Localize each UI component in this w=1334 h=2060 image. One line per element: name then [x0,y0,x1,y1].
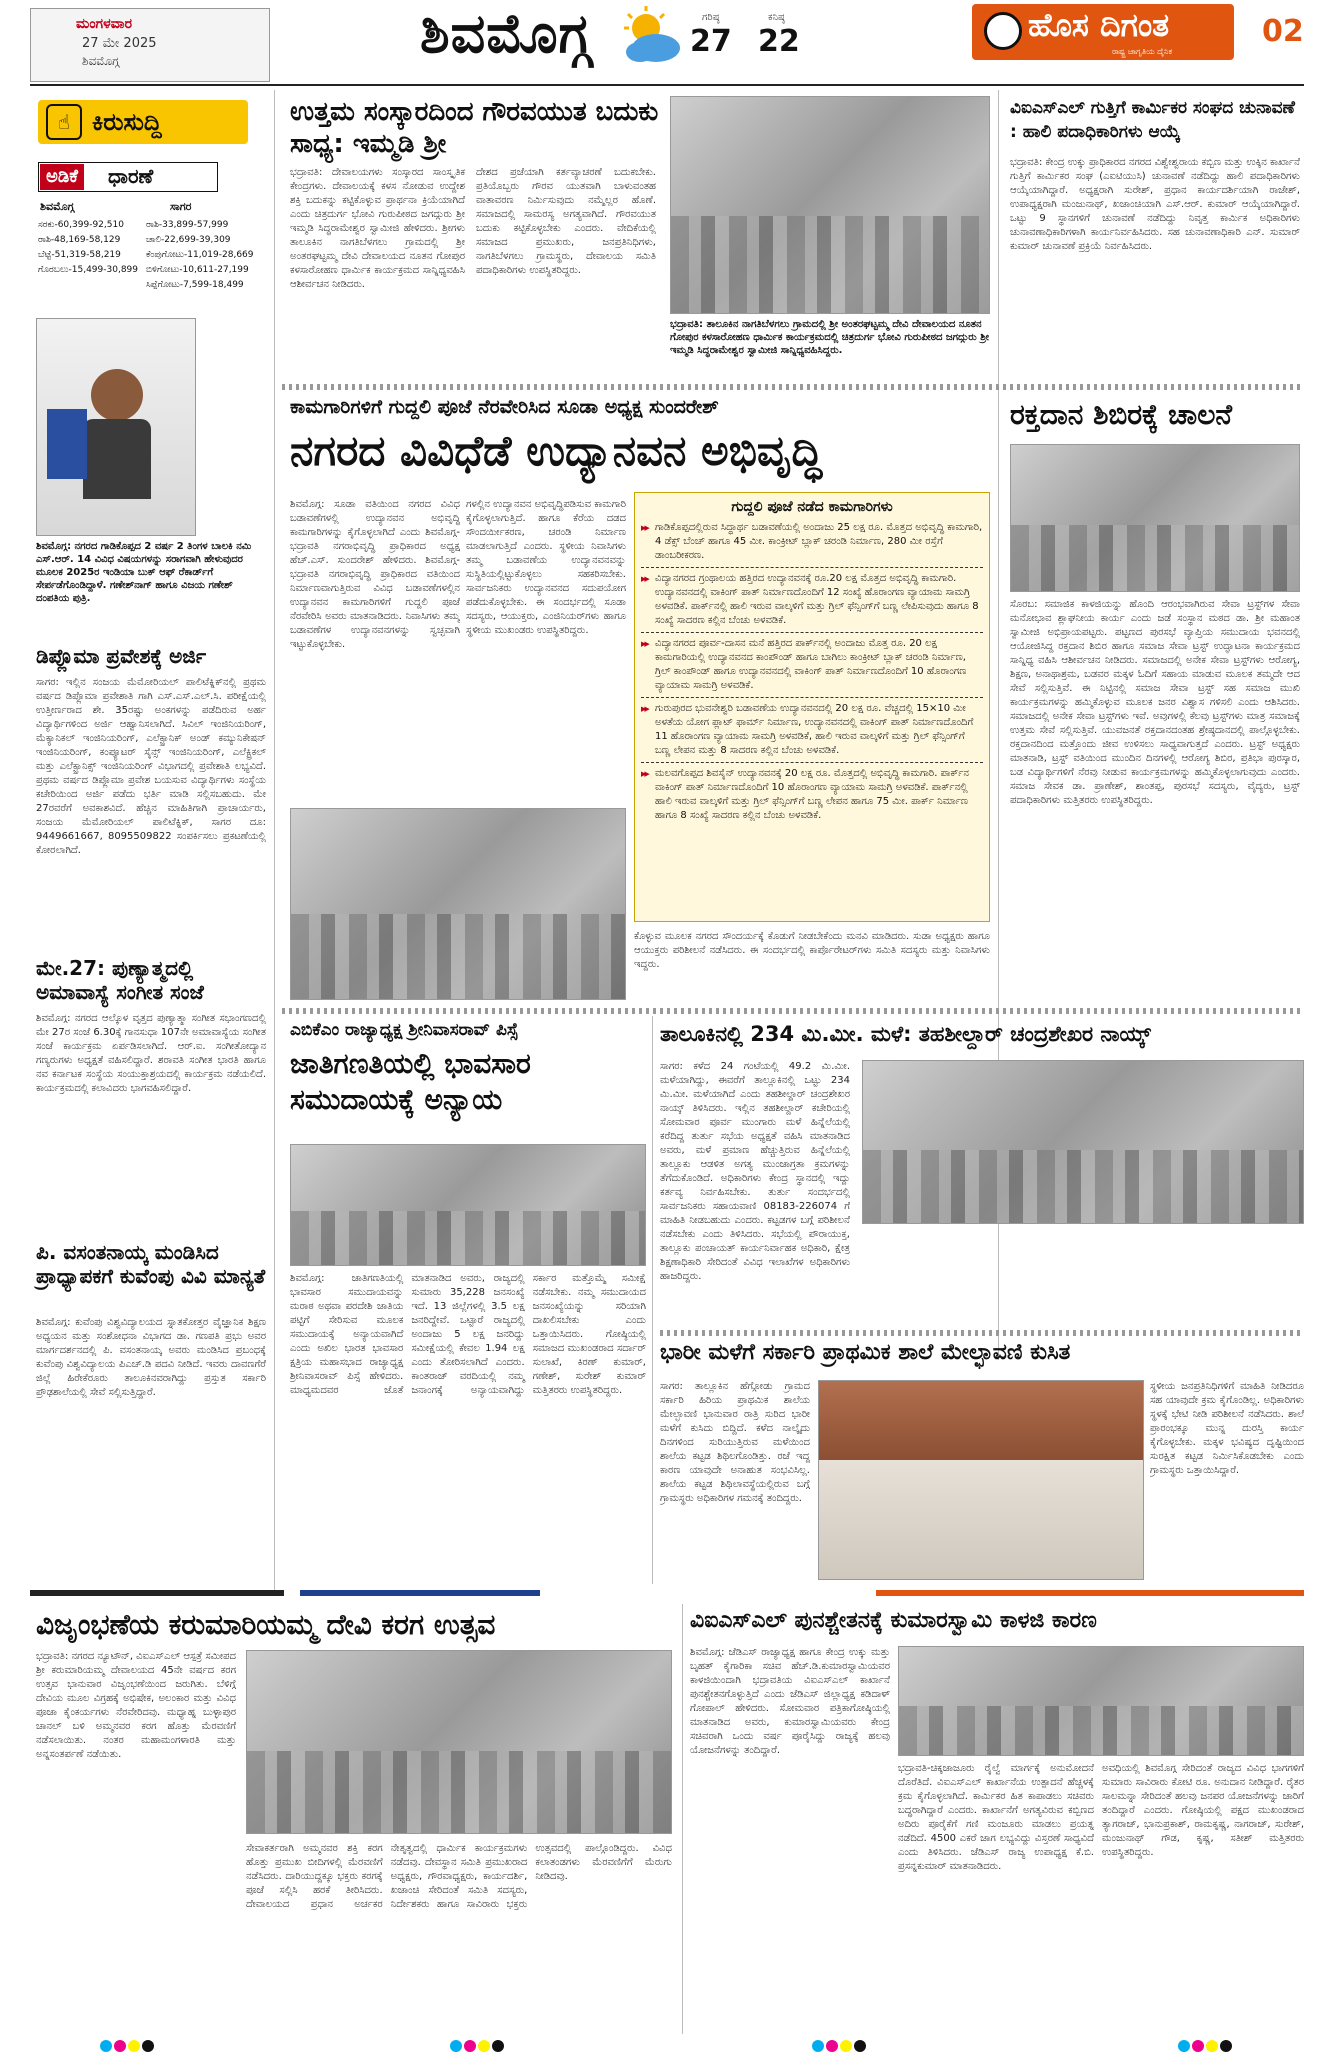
registration-mark [128,2040,140,2052]
registration-mark [464,2040,476,2052]
top-story-photo [670,96,990,314]
karaga-title: ವಿಜೃಂಭಣೆಯ ಕರುಮಾರಿಯಮ್ಮ ದೇವಿ ಕರಗ ಉತ್ಸವ [36,1608,496,1641]
visl-union-title: ವಿಐಎಸ್‌ಎಲ್ ಗುತ್ತಿಗೆ ಕಾರ್ಮಿಕರ ಸಂಘದ ಚುನಾವಣೆ : ಹಾಲಿ ಪದಾಧಿಕಾರಿಗಳು ಆಯ್ಕೆ [1010,98,1295,142]
registration-mark [478,2040,490,2052]
price-row: ರಾಶಿ-48,169-58,129 [38,235,121,245]
price-row: ಸಿಪ್ಪೆಗೋಟು-7,599-18,499 [146,280,244,290]
suda-col2: ಗಳಲ್ಲಿನ ಉದ್ಯಾನವನ ಅಭಿವೃದ್ಧಿಪಡಿಸುವ ಕಾಮಗಾರಿ ಕೈಗೊಳ್ಳಲಾಗುತ್ತಿದೆ. ಹಾಗೂ ಕೆರೆಯ ದಡದ ಸೌಂದರ್ಯೀಕರಣ, ಚರಂಡಿ ನಿರ್ಮಾಣ ಮಾಡಲಾಗುತ್ತಿದೆ ಎಂದರು. ಸ್ಥಳೀಯ ನಿವಾಸಿಗಳು ತಮ್ಮ ಬಡಾವಣೆಯ ಉದ್ಯಾನವನವನ್ನು ಸುಸ್ಥಿತಿಯಲ್ಲಿಟ್ಟುಕೊಳ್ಳಲು ಸಹಕರಿಸಬೇಕು. ಸಾರ್ವಜನಿಕರು ಉದ್ಯಾನವನದ ಸದುಪಯೋಗ ಪಡೆದುಕೊಳ್ಳಬೇಕು. ಈ ಸಂದರ್ಭದಲ್ಲಿ ಸೂಡಾ ಸದಸ್ಯರು, ಆಯುಕ್ತರು, ಎಂಜಿನಿಯರ್‌ಗಳು ಹಾಗೂ ಸ್ಥಳೀಯ ಮುಖಂಡರು ಉಪಸ್ಥಿತರಿದ್ದರು. [466,499,626,636]
price-list-right [146,218,270,293]
weather-min-label: ಕನಿಷ್ಠ [768,12,785,23]
masthead [0,0,1334,86]
visl-union-text: ಭದ್ರಾವತಿ: ಕೇಂದ್ರ ಉಕ್ಕು ಪ್ರಾಧಿಕಾರದ ನಗರದ ವಿಶ್ವೇಶ್ವರಾಯ ಕಬ್ಬಿಣ ಮತ್ತು ಉಕ್ಕಿನ ಕಾರ್ಖಾನೆ ಗುತ್ತಿಗೆ ಕಾರ್ಮಿಕರ ಸಂಘ (ಎಐಟಿಯುಸಿ) ಚುನಾವಣೆ ನಡೆದಿದ್ದು ಹಾಲಿ ಪದಾಧಿಕಾರಿಗಳು ಆಯ್ಕೆಯಾಗಿದ್ದಾರೆ. ಅಧ್ಯಕ್ಷರಾಗಿ ಸುರೇಶ್, ಪ್ರಧಾನ ಕಾರ್ಯದರ್ಶಿಯಾಗಿ ರಾಜೇಶ್, ಉಪಾಧ್ಯಕ್ಷರಾಗಿ ಮಂಜುನಾಥ್, ಖಜಾಂಚಿಯಾಗಿ ಎಸ್.ಆರ್. ಕುಮಾರ್ ಆಯ್ಕೆಯಾಗಿದ್ದಾರೆ. ಒಟ್ಟು 9 ಸ್ಥಾನಗಳಿಗೆ ಚುನಾವಣೆ ನಡೆದಿದ್ದು ನಿವೃತ್ತ ಕಾರ್ಮಿಕ ಅಧಿಕಾರಿಗಳು ಚುನಾವಣಾಧಿಕಾರಿಗಳಾಗಿ ಕಾರ್ಯನಿರ್ವಹಿಸಿದರು. ಸಹ ಚುನಾವಣಾಧಿಕಾರಿ ಎನ್. ಸುಮಾರ್ ಕುಮಾರ್ ಚುನಾವಣೆ ಪ್ರಕ್ರಿಯೆ ನಿರ್ವಹಿಸಿದರು. [1010,157,1300,252]
registration-mark [840,2040,852,2052]
edition-title: ಶಿವಮೊಗ್ಗ [420,2,592,65]
issue-day: ಮಂಗಳವಾರ [76,16,133,32]
section-divider [282,384,1304,390]
adike-label-a: ಅಡಿಕೆ [40,164,84,190]
price-row: ಕೆಂಪುಗೋಟು-11,019-28,669 [146,250,254,260]
suda-works-box [634,492,990,922]
weather-max: 27 [690,24,732,59]
suda-tail: ಕೊಳ್ಳುವ ಮೂಲಕ ನಗರದ ಸೌಂದರ್ಯಕ್ಕೆ ಕೊಡುಗೆ ನೀಡಬೇಕೆಂದು ಮನವಿ ಮಾಡಿದರು. ಸುಡಾ ಅಧ್ಯಕ್ಷರು ಹಾಗೂ ಆಯುಕ್ತರು ಪರಿಶೀಲನೆ ನಡೆಸಿದರು. ಈ ಸಂದರ್ಭದಲ್ಲಿ ಕಾರ್ಪೊರೇಟರ್‌ಗಳು ಸಮಿತಿ ಸದಸ್ಯರು ಮತ್ತು ನಿವಾಸಿಗಳು ಇದ್ದರು. [634,931,990,970]
visl-revival-col1: ಶಿವಮೊಗ್ಗ: ಜೆಡಿಎಸ್ ರಾಜ್ಯಾಧ್ಯಕ್ಷ ಹಾಗೂ ಕೇಂದ್ರ ಉಕ್ಕು ಮತ್ತು ಬೃಹತ್ ಕೈಗಾರಿಕಾ ಸಚಿವ ಹೆಚ್.ಡಿ.ಕುಮಾರಸ್ವಾಮಿಯವರ ಕಾಳಜಿಯಿಂದಾಗಿ ಭದ್ರಾವತಿಯ ವಿಐಎಸ್‌ಎಲ್ ಕಾರ್ಖಾನೆ ಪುನಶ್ಚೇತನಗೊಳ್ಳುತ್ತಿದೆ ಎಂದು ಜೆಡಿಎಸ್ ಜಿಲ್ಲಾಧ್ಯಕ್ಷ ಕಡಿದಾಳ್ ಗೋಪಾಲ್ ಹೇಳಿದರು. ಸೋಮವಾರ ಪತ್ರಿಕಾಗೋಷ್ಠಿಯಲ್ಲಿ ಮಾತನಾಡಿದ ಅವರು, ಕುಮಾರಸ್ವಾಮಿಯವರು ಕೇಂದ್ರ ಸಚಿವರಾಗಿ ಒಂದು ವರ್ಷ ಪೂರೈಸಿದ್ದು ರಾಜ್ಯಕ್ಕೆ ಹಲವು ಯೋಜನೆಗಳನ್ನು ತಂದಿದ್ದಾರೆ. [690,1647,890,1756]
suda-works-title: ಗುದ್ದಲಿ ಪೂಜೆ ನಡೆದ ಕಾಮಗಾರಿಗಳು [731,499,893,515]
column-divider [682,1604,683,2034]
visl-revival-col3: ಅವಧಿಯಲ್ಲಿ ಶಿವಮೊಗ್ಗ ಸೇರಿದಂತೆ ರಾಜ್ಯದ ವಿವಿಧ ಭಾಗಗಳಿಗೆ ಸುಮಾರು ಸಾವಿರಾರು ಕೋಟಿ ರೂ. ಅನುದಾನ ನೀಡಿದ್ದಾರೆ. ರೈತರ ಸಾಲಮನ್ನಾ ಸೇರಿದಂತೆ ಹಲವು ಜನಪರ ಯೋಜನೆಗಳನ್ನು ಜಾರಿಗೆ ತಂದಿದ್ದಾರೆ ಎಂದರು. ಗೋಷ್ಠಿಯಲ್ಲಿ ಪಕ್ಷದ ಮುಖಂಡರಾದ ತ್ಯಾಗರಾಜ್, ಭಾನುಪ್ರಕಾಶ್, ರಾಮಕೃಷ್ಣ, ನಾಗರಾಜ್, ಸುರೇಶ್, ಮಂಜುನಾಥ್ ಗೌಡ, ಕೃಷ್ಣ, ಸತೀಶ್ ಮತ್ತಿತರರು ಉಪಸ್ಥಿತರಿದ್ದರು. [1102,1763,1304,1858]
price-row: ರಾಶಿ-33,899-57,999 [146,220,229,230]
market-sagara: ಸಾಗರ [170,200,192,213]
school-roof-title: ಭಾರೀ ಮಳೆಗೆ ಸರ್ಕಾರಿ ಪ್ರಾಥಮಿಕ ಶಾಲೆ ಮೇಲ್ಛಾವಣಿ ಕುಸಿತ [660,1340,1071,1365]
registration-mark [114,2040,126,2052]
registration-mark [1178,2040,1190,2052]
registration-mark [1220,2040,1232,2052]
suda-work-item: ▶▶ ವಿದ್ಯಾನಗರದ ಪೂರ್ವ-ದಾಸನ ಮನೆ ಹತ್ತಿರದ ಪಾರ್ಕ್‌ನಲ್ಲಿ ಅಂದಾಜು ಮೊತ್ತ ರೂ. 20 ಲಕ್ಷ ಕಾಮಗಾರಿಯಲ್ಲಿ ಉದ್ಯಾನವನದ ಕಾಂಪೌಂಡ್ ಹಾಗೂ ಬಾಗಿಲು ಕಾಂಕ್ರೀಟ್ ಬ್ಲಾಕ್ ಚರಂಡಿ ನಿರ್ಮಾಣ, ಗ್ರಿಲ್ ಕಾಂಪೌಂಡ್ ಹಾಗೂ ಉದ್ಯಾನವನದಲ್ಲಿ ವಾಕಿಂಗ್ ಪಾತ್ ನಿರ್ಮಾಣದೊಂದಿಗೆ 10 ಹೊರಾಂಗಣ ವ್ಯಾಯಾಮ ಸಾಮಗ್ರಿ ಅಳವಡಿಕೆ. [641,637,983,698]
bottom-rule-orange [876,1590,1304,1596]
registration-mark [100,2040,112,2052]
blood-camp-text: ಸೊರಬ: ಸಮಾಜಿಕ ಕಾಳಜಿಯನ್ನು ಹೊಂದಿ ಆರಂಭವಾಗಿರುವ ಸೇವಾ ಟ್ರಸ್ಟ್‌ಗಳ ಸೇವಾ ಮನೋಭಾವ ಶ್ಲಾಘನೀಯ ಕಾರ್ಯ ಎಂದು ಜಡೆ ಸಂಸ್ಥಾನ ಮಠದ ಡಾ. ಶ್ರೀ ಮಹಾಂತ ಸ್ವಾಮೀಜಿ ಅಭಿಪ್ರಾಯಪಟ್ಟರು. ಪಟ್ಟಣದ ಪುರಸಭೆ ವ್ಯಾಪ್ತಿಯ ಸಮುದಾಯ ಭವನದಲ್ಲಿ ಆಯೋಜಿಸಿದ್ದ ರಕ್ತದಾನ ಶಿಬಿರ ಹಾಗೂ ಸಮಾಜ ಸೇವಾ ಟ್ರಸ್ಟ್ ಉದ್ಘಾಟನಾ ಕಾರ್ಯಕ್ರಮದ ಸಾನ್ನಿಧ್ಯ ವಹಿಸಿ ಆಶೀರ್ವಚನ ನೀಡಿದರು. ಸಮಾಜದಲ್ಲಿ ಅನೇಕ ಸೇವಾ ಟ್ರಸ್ಟ್‌ಗಳು ಆರೋಗ್ಯ, ಶಿಕ್ಷಣ, ಅನಾಥಾಶ್ರಮ, ಬಡವರ ಮಕ್ಕಳ ಓದಿಗೆ ಸಹಾಯ ಮಾಡುವ ಮೂಲಕ ತಮ್ಮದೇ ಆದ ಸೇವೆ ಸಲ್ಲಿಸುತ್ತಿವೆ. ಈ ನಿಟ್ಟಿನಲ್ಲಿ ಸಮಾಜ ಸೇವಾ ಟ್ರಸ್ಟ್ ಸಹ ಸಮಾಜ ಮುಖಿ ಕಾರ್ಯಕ್ರಮಗಳನ್ನು ಹಮ್ಮಿಕೊಳ್ಳುವ ಮೂಲಕ ಜನರ ವಿಶ್ವಾಸ ಗಳಿಸಲಿ ಎಂದು ಆಶಿಸಿದರು. ಸಮಾಜದಲ್ಲಿ ಅನೇಕ ಸೇವಾ ಟ್ರಸ್ಟ್‌ಗಳು ಇವೆ. ಅವುಗಳಲ್ಲಿ ಕೆಲವು ಟ್ರಸ್ಟ್‌ಗಳು ಮಾತ್ರ ಸಮಾಜಕ್ಕೆ ಉತ್ತಮ ಸೇವೆ ಸಲ್ಲಿಸುತ್ತಿವೆ. ಯುವಜನತೆ ರಕ್ತದಾನದಂತಹ ಶ್ರೇಷ್ಠದಾನದಲ್ಲಿ ಪಾಲ್ಗೊಳ್ಳಬೇಕು. ರಕ್ತದಾನದಿಂದ ಮತ್ತೊಂದು ಜೀವ ಉಳಿಸಲು ಸಾಧ್ಯವಾಗುತ್ತದೆ ಎಂದರು. ಟ್ರಸ್ಟ್ ಅಧ್ಯಕ್ಷರು ಮಾತನಾಡಿ, ಟ್ರಸ್ಟ್ ವತಿಯಿಂದ ಮುಂದಿನ ದಿನಗಳಲ್ಲಿ ಆರೋಗ್ಯ ಶಿಬಿರ, ಪ್ರತಿಭಾ ಪುರಸ್ಕಾರ, ಬಡ ವಿದ್ಯಾರ್ಥಿಗಳಿಗೆ ನೆರವು ನೀಡುವ ಕಾರ್ಯಕ್ರಮಗಳನ್ನು ಹಮ್ಮಿಕೊಳ್ಳಲಾಗುವುದು ಎಂದರು. ಸಮಾಜ ಸೇವಕ ಡಾ. ಪ್ರಾಣೇಶ್, ಶಾಂತಪ್ಪ, ಪುರಸಭೆ ಸದಸ್ಯರು, ವೈದ್ಯರು, ಟ್ರಸ್ಟ್ ಪದಾಧಿಕಾರಿಗಳು ಮತ್ತಿತರರು ಉಪಸ್ಥಿತರಿದ್ದರು. [1010,599,1300,806]
registration-mark [142,2040,154,2052]
suda-work-item: ▶▶ ವಿದ್ಯಾನಗರದ ಗ್ರಂಥಾಲಯ ಹತ್ತಿರದ ಉದ್ಯಾನವನಕ್ಕೆ ರೂ.20 ಲಕ್ಷ ಮೊತ್ತದ ಅಭಿವೃದ್ಧಿ ಕಾಮಗಾರಿ. ಉದ್ಯಾನವನದಲ್ಲಿ ವಾಕಿಂಗ್ ಪಾತ್ ನಿರ್ಮಾಣದೊಂದಿಗೆ 12 ಸಂಖ್ಯೆ ಹೊರಾಂಗಣ ವ್ಯಾಯಾಮ ಸಾಮಗ್ರಿ ಅಳವಡಿಕೆ. ಪಾರ್ಕ್‌ನಲ್ಲಿ ಹಾಲಿ ಇರುವ ವಾಲ್ಕಳಿಗೆ ಮತ್ತು ಗ್ರಿಲ್ ಫೆನ್ಸಿಂಗ್‌ಗೆ ಬಣ್ಣ ಲೇಪಿಸುವುದು ಹಾಗೂ 8 ಸಂಖ್ಯೆ ಸಾದರಣ ಕಲ್ಲಿನ ಬೆಂಚು ಅಳವಡಿಕೆ. [641,572,983,633]
caste-kicker: ಎಬಿಕೆಎಂ ರಾಜ್ಯಾಧ್ಯಕ್ಷ ಶ್ರೀನಿವಾಸರಾವ್ ಪಿಸ್ಸೆ [290,1020,519,1040]
child-record-caption: ಶಿವಮೊಗ್ಗ: ನಗರದ ಗಾಡಿಕೊಪ್ಪದ 2 ವರ್ಷ 2 ತಿಂಗಳ ಬಾಲಕಿ ನಮಿ ಎಸ್.ಆರ್. 14 ವಿವಿಧ ವಿಷಯಗಳನ್ನು ಸರಾಗವಾಗಿ ಹೇಳುವುದರ ಮೂಲಕ 2025ರ ಇಂಡಿಯಾ ಬುಕ್ ಆಫ್ ರೆಕಾರ್ಡ್‌ಗೆ ಸೇರ್ಪಡೆಗೊಂಡಿದ್ದಾಳೆ. ಗಣೇಶ್‌ನಾಗ್ ಹಾಗೂ ವಿಜಯ ಗಣೇಶ್ ದಂಪತಿಯ ಪುತ್ರಿ. [36,541,252,604]
school-roof-text-left: ಸಾಗರ: ತಾಲ್ಲೂಕಿನ ಹೆಗ್ಗೋಡು ಗ್ರಾಮದ ಸರ್ಕಾರಿ ಹಿರಿಯ ಪ್ರಾಥಮಿಕ ಶಾಲೆಯ ಮೇಲ್ಛಾವಣಿ ಭಾನುವಾರ ರಾತ್ರಿ ಸುರಿದ ಭಾರೀ ಮಳೆಗೆ ಕುಸಿದು ಬಿದ್ದಿದೆ. ಕಳೆದ ನಾಲ್ಕೈದು ದಿನಗಳಿಂದ ಸುರಿಯುತ್ತಿರುವ ಮಳೆಯಿಂದ ಶಾಲೆಯ ಕಟ್ಟಡ ಶಿಥಿಲಗೊಂಡಿತ್ತು. ರಜೆ ಇದ್ದ ಕಾರಣ ಯಾವುದೇ ಅನಾಹುತ ಸಂಭವಿಸಿಲ್ಲ. ಶಾಲೆಯ ಕಟ್ಟಡ ಶಿಥಿಲಾವಸ್ಥೆಯಲ್ಲಿರುವ ಬಗ್ಗೆ ಗ್ರಾಮಸ್ಥರು ಅಧಿಕಾರಿಗಳ ಗಮನಕ್ಕೆ ತಂದಿದ್ದರು. [660,1381,810,1504]
weather-min: 22 [758,24,800,59]
suda-col1: ಶಿವಮೊಗ್ಗ: ಸೂಡಾ ವತಿಯಿಂದ ನಗರದ ವಿವಿಧ ಬಡಾವಣೆಗಳಲ್ಲಿ ಉದ್ಯಾನವನ ಅಭಿವೃದ್ಧಿ ಕಾಮಗಾರಿಗಳನ್ನು ಕೈಗೊಳ್ಳಲಾಗಿದೆ ಎಂದು ಶಿವಮೊಗ್ಗ-ಭದ್ರಾವತಿ ನಗರಾಭಿವೃದ್ಧಿ ಪ್ರಾಧಿಕಾರದ ಅಧ್ಯಕ್ಷ ಹೆಚ್.ಎಸ್. ಸುಂದರೇಶ್ ಹೇಳಿದರು. ಶಿವಮೊಗ್ಗ-ಭದ್ರಾವತಿ ನಗರಾಭಿವೃದ್ಧಿ ಪ್ರಾಧಿಕಾರದ ವತಿಯಿಂದ ನಿರ್ಮಾಣವಾಗುತ್ತಿರುವ ವಿವಿಧ ಬಡಾವಣೆಗಳಲ್ಲಿನ ಉದ್ಯಾನವನ ಕಾಮಗಾರಿಗಳಿಗೆ ಗುದ್ದಲಿ ಪೂಜೆ ನೆರವೇರಿಸಿ ಅವರು ಮಾತನಾಡಿದರು. ನಿವಾಸಿಗಳು ತಮ್ಮ ಬಡಾವಣೆಗಳ ಉದ್ಯಾನವನಗಳನ್ನು ಸ್ವಚ್ಛವಾಗಿ ಇಟ್ಟುಕೊಳ್ಳಬೇಕು. [290,499,460,650]
top-story-caption: ಭದ್ರಾವತಿ: ತಾಲೂಕಿನ ನಾಗತಿಬೆಳಗಲು ಗ್ರಾಮದಲ್ಲಿ ಶ್ರೀ ಅಂತರಘಟ್ಟಮ್ಮ ದೇವಿ ದೇವಾಲಯದ ನೂತನ ಗೋಪುರ ಕಳಸಾರೋಹಣ ಧಾರ್ಮಿಕ ಕಾರ್ಯಕ್ರಮದಲ್ಲಿ ಚಿತ್ರದುರ್ಗ ಭೋವಿ ಗುರುಪೀಠದ ಜಗದ್ಗುರು ಶ್ರೀ ಇಮ್ಮಡಿ ಸಿದ್ಧರಾಮೇಶ್ವರ ಸ್ವಾಮೀಜಿ ಸಾನ್ನಿಧ್ಯವಹಿಸಿದ್ದರು. [670,319,990,356]
suda-photo [290,808,626,1000]
bottom-rule-left [30,1590,284,1596]
suda-work-item: ▶▶ ಗುರುಪುರದ ಭುವನೇಶ್ವರಿ ಬಡಾವಣೆಯ ಉದ್ಯಾನವನದಲ್ಲಿ 20 ಲಕ್ಷ ರೂ. ವೆಚ್ಚದಲ್ಲಿ 15×10 ಮೀ ಅಳತೆಯ ಯೋಗ ಪ್ಲಾಟ್ ಫಾರ್ಮ್ ನಿರ್ಮಾಣ, ಉದ್ಯಾನವನದಲ್ಲಿ ವಾಕಿಂಗ್ ಪಾತ್ ನಿರ್ಮಾಣದೊಂದಿಗೆ 11 ಹೊರಾಂಗಣ ವ್ಯಾಯಾಮ ಸಾಮಗ್ರಿ ಅಳವಡಿಕೆ, ಹಾಲಿ ಇರುವ ವಾಲ್ಕಳಿಗೆ ಮತ್ತು ಗ್ರಿಲ್ ಫೆನ್ಸಿಂಗ್‌ಗೆ ಬಣ್ಣ ಲೇಪನ ಮತ್ತು 8 ಸಾದರಣ ಕಲ್ಲಿನ ಬೆಂಚು ಅಳವಡಿಕೆ. [641,702,983,763]
price-row: ಸರಕು-60,399-92,510 [38,220,124,230]
paper-name: ಹೊಸ ದಿಗಂತ [1028,6,1170,44]
suda-title: ನಗರದ ವಿವಿಧೆಡೆ ಉದ್ಯಾನವನ ಅಭಿವೃದ್ಧಿ [290,426,823,475]
weather-max-label: ಗರಿಷ್ಠ [702,12,720,23]
registration-mark [826,2040,838,2052]
issue-city: ಶಿವಮೊಗ್ಗ [82,54,120,68]
registration-mark [450,2040,462,2052]
child-record-photo [36,318,196,536]
karaga-col2: ಸೇವಾಕರ್ತರಾಗಿ ಅಮ್ಮನವರ ಶಕ್ತಿ ಕರಗ ಹೊತ್ತು ಪ್ರಮುಖ ಬೀದಿಗಳಲ್ಲಿ ಮೆರವಣಿಗೆ ನಡೆಸಿದರು. ದಾರಿಯುದ್ದಕ್ಕೂ ಭಕ್ತರು ಕರಗಕ್ಕೆ ಪೂಜೆ ಸಲ್ಲಿಸಿ ಹರಕೆ ತೀರಿಸಿದರು. ದೇವಾಲಯದ ಪ್ರಧಾನ ಅರ್ಚಕರ ನೇತೃತ್ವದಲ್ಲಿ ಧಾರ್ಮಿಕ ಕಾರ್ಯಕ್ರಮಗಳು ನಡೆದವು. ದೇವಸ್ಥಾನ ಸಮಿತಿ ಪ್ರಮುಖರಾದ ಅಧ್ಯಕ್ಷರು, ಗೌರವಾಧ್ಯಕ್ಷರು, ಕಾರ್ಯದರ್ಶಿ, ಖಜಾಂಚಿ ಸೇರಿದಂತೆ ಸಮಿತಿ ಸದಸ್ಯರು, ನಿರ್ದೇಶಕರು ಹಾಗೂ ಸಾವಿರಾರು ಭಕ್ತರು ಉತ್ಸವದಲ್ಲಿ ಪಾಲ್ಗೊಂಡಿದ್ದರು. ವಿವಿಧ ಕಲಾತಂಡಗಳು ಮೆರವಣಿಗೆಗೆ ಮೆರುಗು ನೀಡಿದವು. [246,1843,672,1910]
blood-camp-title: ರಕ್ತದಾನ ಶಿಬಿರಕ್ಕೆ ಚಾಲನೆ [1010,398,1233,431]
karaga-col1: ಭದ್ರಾವತಿ: ನಗರದ ನ್ಯೂಟೌನ್, ವಿಐಎಸ್‌ಎಲ್ ಆಸ್ಪತ್ರೆ ಸಮೀಪದ ಶ್ರೀ ಕರುಮಾರಿಯಮ್ಮ ದೇವಾಲಯದ 45ನೇ ವರ್ಷದ ಕರಗ ಉತ್ಸವ ಭಾನುವಾರ ವಿಜೃಂಭಣೆಯಿಂದ ಜರುಗಿತು. ಬೆಳಿಗ್ಗೆ ದೇವಿಯ ಮೂಲ ವಿಗ್ರಹಕ್ಕೆ ಅಭಿಷೇಕ, ಅಲಂಕಾರ ಮತ್ತು ವಿವಿಧ ಪೂಜಾ ಕೈಂಕರ್ಯಗಳು ನೆರವೇರಿದವು. ಮಧ್ಯಾಹ್ನ ಬುಳ್ಳಾಪುರ ಚಾನಲ್ ಬಳಿ ಅಮ್ಮನವರ ಕರಗ ಹೊತ್ತು ಮೆರವಣಿಗೆ ನಡೆಸಲಾಯಿತು. ನಂತರ ಮಹಾಮಂಗಳಾರತಿ ಮತ್ತು ಅನ್ನಸಂತರ್ಪಣೆ ನಡೆಯಿತು. [36,1651,236,1760]
price-row: ಚಾಲಿ-22,699-39,309 [146,235,231,245]
issue-date: 27 ಮೇ 2025 [82,36,157,51]
karaga-photo [246,1650,672,1834]
kirusuddi-hand-icon: ☝ [46,104,82,140]
suda-kicker: ಕಾಮಗಾರಿಗಳಿಗೆ ಗುದ್ದಲಿ ಪೂಜೆ ನೆರವೇರಿಸಿದ ಸೂಡಾ ಅಧ್ಯಕ್ಷ ಸುಂದರೇಶ್ [290,396,719,418]
visl-revival-col2: ಭದ್ರಾವತಿ-ಚಿಕ್ಕಜಾಜೂರು ರೈಲ್ವೆ ಮಾರ್ಗಕ್ಕೆ ಅನುಮೋದನೆ ದೊರೆತಿದೆ. ವಿಐಎಸ್‌ಎಲ್ ಕಾರ್ಖಾನೆಯ ಉತ್ಪಾದನೆ ಹೆಚ್ಚಳಕ್ಕೆ ಕ್ರಮ ಕೈಗೊಳ್ಳಲಾಗಿದೆ. ಕಾರ್ಮಿಕರ ಹಿತ ಕಾಪಾಡಲು ಸಚಿವರು ಬದ್ಧರಾಗಿದ್ದಾರೆ ಎಂದರು. ಕಾರ್ಖಾನೆಗೆ ಅಗತ್ಯವಿರುವ ಕಬ್ಬಿಣದ ಅದಿರು ಪೂರೈಕೆಗೆ ಗಣಿ ಮಂಜೂರು ಮಾಡಲು ಪ್ರಯತ್ನ ನಡೆದಿದೆ. 4500 ಎಕರೆ ಜಾಗ ಲಭ್ಯವಿದ್ದು ವಿಸ್ತರಣೆ ಸಾಧ್ಯವಿದೆ ಎಂದು ತಿಳಿಸಿದರು. ಜೆಡಿಎಸ್ ರಾಜ್ಯ ಉಪಾಧ್ಯಕ್ಷ ಕೆ.ಬಿ. ಪ್ರಸನ್ನಕುಮಾರ್ ಮಾತನಾಡಿದರು. [898,1763,1094,1872]
column-divider [652,1016,653,1584]
caste-title: ಜಾತಿಗಣತಿಯಲ್ಲಿ ಭಾವಸಾರ ಸಮುದಾಯಕ್ಕೆ ಅನ್ಯಾಯ [290,1047,531,1116]
school-roof-text-right: ಸ್ಥಳೀಯ ಜನಪ್ರತಿನಿಧಿಗಳಿಗೆ ಮಾಹಿತಿ ನೀಡಿದರೂ ಸಹ ಯಾವುದೇ ಕ್ರಮ ಕೈಗೊಂಡಿಲ್ಲ. ಅಧಿಕಾರಿಗಳು ಸ್ಥಳಕ್ಕೆ ಭೇಟಿ ನೀಡಿ ಪರಿಶೀಲನೆ ನಡೆಸಿದರು. ಶಾಲೆ ಪ್ರಾರಂಭಕ್ಕೂ ಮುನ್ನ ದುರಸ್ತಿ ಕಾರ್ಯ ಕೈಗೊಳ್ಳಬೇಕು. ಮಕ್ಕಳ ಭವಿಷ್ಯದ ದೃಷ್ಟಿಯಿಂದ ಸುರಕ್ಷಿತ ಕಟ್ಟಡ ನಿರ್ಮಿಸಿಕೊಡಬೇಕು ಎಂದು ಗ್ರಾಮಸ್ಥರು ಒತ್ತಾಯಿಸಿದ್ದಾರೆ. [1150,1381,1304,1476]
adike-label-b: ಧಾರಣೆ [108,164,154,188]
caste-text: ಶಿವಮೊಗ್ಗ: ಜಾತಿಗಣತಿಯಲ್ಲಿ ಭಾವಸಾರ ಸಮುದಾಯವನ್ನು ಮರಾಠ ಅಥವಾ ಪರದೇಶಿ ಜಾತಿಯ ಪಟ್ಟಿಗೆ ಸೇರಿಸುವ ಮೂಲಕ ಸಮುದಾಯಕ್ಕೆ ಅನ್ಯಾಯವಾಗಿದೆ ಎಂದು ಅಖಿಲ ಭಾರತ ಭಾವಸಾರ ಕ್ಷತ್ರಿಯ ಮಹಾಸಭಾದ ರಾಜ್ಯಾಧ್ಯಕ್ಷ ಶ್ರೀನಿವಾಸರಾವ್ ಪಿಸ್ಸೆ ಹೇಳಿದರು. ಮಾಧ್ಯಮದವರ ಜೊತೆ ಮಾತನಾಡಿದ ಅವರು, ರಾಜ್ಯದಲ್ಲಿ ಸುಮಾರು 35,228 ಜನಸಂಖ್ಯೆ ಇದೆ. 13 ಜಿಲ್ಲೆಗಳಲ್ಲಿ 3.5 ಲಕ್ಷ ಜನರಿದ್ದೇವೆ. ಒಟ್ಟಾರೆ ರಾಜ್ಯದಲ್ಲಿ ಅಂದಾಜು 5 ಲಕ್ಷ ಜನರಿದ್ದು ಸಮೀಕ್ಷೆಯಲ್ಲಿ ಕೇವಲ 1.94 ಲಕ್ಷ ಎಂದು ತೋರಿಸಲಾಗಿದೆ ಎಂದರು. ಕಾಂತರಾಜ್ ವರದಿಯಲ್ಲಿ ನಮ್ಮ ಜನಾಂಗಕ್ಕೆ ಅನ್ಯಾಯವಾಗಿದ್ದು ಸರ್ಕಾರ ಮತ್ತೊಮ್ಮೆ ಸಮೀಕ್ಷೆ ನಡೆಸಬೇಕು. ನಮ್ಮ ಸಮುದಾಯದ ಜನಸಂಖ್ಯೆಯನ್ನು ಸರಿಯಾಗಿ ದಾಖಲಿಸಬೇಕು ಎಂದು ಒತ್ತಾಯಿಸಿದರು. ಗೋಷ್ಠಿಯಲ್ಲಿ ಸಮಾಜದ ಮುಖಂಡರಾದ ಸರ್ದಾರ್ ಸುಲಾಖೆ, ಕಿರಣ್ ಕುಮಾರ್, ಗಣೇಶ್, ಸುರೇಶ್ ಕುಮಾರ್ ಮತ್ತಿತರರು ಉಪಸ್ಥಿತರಿದ್ದರು. [290,1273,646,1396]
amavasye-text: ಶಿವಮೊಗ್ಗ: ನಗರದ ಆಲ್ಕೊಳ ವೃತ್ತದ ಪುಣ್ಯಾತ್ಮಾ ಸಂಗೀತ ಸಭಾಂಗಣದಲ್ಲಿ ಮೇ 27ರ ಸಂಜೆ 6.30ಕ್ಕೆ ಗಾನಸುಧಾ 107ನೇ ಅಮಾವಾಸ್ಯೆಯ ಸಂಗೀತ ಸಂಜೆ ಕಾರ್ಯಕ್ರಮ ಏರ್ಪಡಿಸಲಾಗಿದೆ. ಆರ್.ಐ. ಸಂಗೀತೋದ್ಯಾನ ಗಣ್ಯರುಗಳು ಅಧ್ಯಕ್ಷತೆ ವಹಿಸಲಿದ್ದಾರೆ. ಶರಾವತಿ ಸಂಗೀತ ಭಾರತಿ ಹಾಗೂ ನವ ಕರ್ನಾಟಕ ಸಂಸ್ಥೆಯ ಸಂಯುಕ್ತಾಶ್ರಯದಲ್ಲಿ ಕಾರ್ಯಕ್ರಮ ನಡೆಯಲಿದೆ. ಕಾರ್ಯಕ್ರಮದಲ್ಲಿ ಕಲಾವಿದರು ಭಾಗವಹಿಸಲಿದ್ದಾರೆ. [36,1013,266,1094]
section-divider [282,1008,1304,1014]
registration-mark [1206,2040,1218,2052]
top-story-title: ಉತ್ತಮ ಸಂಸ್ಕಾರದಿಂದ ಗೌರವಯುತ ಬದುಕು ಸಾಧ್ಯ: ಇಮ್ಮಡಿ ಶ್ರೀ [290,97,659,159]
visl-revival-photo [898,1646,1304,1756]
amavasye-title: ಮೇ.27: ಪುಣ್ಯಾತ್ಮದಲ್ಲಿ ಅಮಾವಾಸ್ಯೆ ಸಂಗೀತ ಸಂಜೆ [36,956,204,1004]
market-shivamogga: ಶಿವಮೊಗ್ಗ [40,200,75,213]
paper-tagline: ರಾಷ್ಟ್ರ ಜಾಗೃತಿಯ ದೈನಿಕ [1112,47,1173,56]
price-row: ಬಿಳಿಗೋಟು-10,611-27,199 [146,265,249,275]
registration-mark [854,2040,866,2052]
section-divider [660,1330,1304,1336]
caste-photo [290,1144,646,1266]
school-roof-photo [818,1380,1144,1580]
kirusuddi-label: ಕಿರುಸುದ್ದಿ [92,108,162,136]
suda-work-item: ▶▶ ಗಾಡಿಕೊಪ್ಪದಲ್ಲಿರುವ ಸಿದ್ಧಾರ್ಥ ಬಡಾವಣೆಯಲ್ಲಿ ಅಂದಾಜು 25 ಲಕ್ಷ ರೂ. ಮೊತ್ತದ ಅಭಿವೃದ್ಧಿ ಕಾಮಗಾರಿ, 4 ಡೆಕ್ಸ್ ಬೆಂಚ್ ಹಾಗೂ 45 ಮೀ. ಕಾಂಕ್ರೀಟ್ ಬ್ಲಾಕ್ ಚರಂಡಿ ನಿರ್ಮಾಣ, 280 ಮೀ ರಸ್ತೆಗೆ ಡಾಂಬರೀಕರಣ. [641,521,983,568]
registration-mark [492,2040,504,2052]
rain-meeting-photo [862,1060,1304,1224]
price-row: ಬೆಟ್ಟೆ-51,319-58,219 [38,250,121,260]
vasantha-title: ಪಿ. ವಸಂತನಾಯ್ಕ ಮಂಡಿಸಿದ ಪ್ರಾಧ್ಯಾಪಕಗೆ ಕುವೆಂಪು ವಿವಿ ಮಾನ್ಯತೆ [36,1240,266,1288]
registration-mark [812,2040,824,2052]
top-story-col2: ದೇಶದ ಪ್ರಜೆಯಾಗಿ ಕರ್ತವ್ಯಾಚರಣೆ ಬದುಕಬೇಕು. ಪ್ರತಿಯೊಬ್ಬರು ಗೌರವ ಯುತವಾಗಿ ಬಾಳುವಂತಹ ವಾತಾವರಣ ನಿರ್ಮಿಸುವುದು ನಮ್ಮೆಲ್ಲರ ಹೊಣೆ. ಸಮಾಜದಲ್ಲಿ ಸಾಮರಸ್ಯ ಅಗತ್ಯವಾಗಿದೆ. ಗೌರವಯುತ ಬದುಕು ಕಟ್ಟಿಕೊಳ್ಳಬೇಕು ಎಂದರು. ವೇದಿಕೆಯಲ್ಲಿ ಸಮಾಜದ ಪ್ರಮುಖರು, ಜನಪ್ರತಿನಿಧಿಗಳು, ನಾಗತಿಬೆಳಗಲು ಗ್ರಾಮಸ್ಥರು, ದೇವಾಲಯ ಸಮಿತಿ ಪದಾಧಿಕಾರಿಗಳು ಉಪಸ್ಥಿತರಿದ್ದರು. [476,167,656,276]
paper-emblem-icon [984,12,1022,50]
rain-text: ಸಾಗರ: ಕಳೆದ 24 ಗಂಟೆಯಲ್ಲಿ 49.2 ಮಿ.ಮೀ. ಮಳೆಯಾಗಿದ್ದು, ಈವರೆಗೆ ತಾಲ್ಲೂಕಿನಲ್ಲಿ ಒಟ್ಟು 234 ಮಿ.ಮೀ. ಮಳೆಯಾಗಿದೆ ಎಂದು ತಹಶೀಲ್ದಾರ್ ಚಂದ್ರಶೇಖರ ನಾಯ್ಕ್ ತಿಳಿಸಿದರು. ಇಲ್ಲಿನ ತಹಶೀಲ್ದಾರ್ ಕಚೇರಿಯಲ್ಲಿ ಸೋಮವಾರ ಪೂರ್ವ ಮುಂಗಾರು ಮಳೆ ಹಿನ್ನೆಲೆಯಲ್ಲಿ ಕರೆದಿದ್ದ ತುರ್ತು ಸಭೆಯ ಅಧ್ಯಕ್ಷತೆ ವಹಿಸಿ ಮಾತನಾಡಿದ ಅವರು, ಮಳೆ ಪ್ರಮಾಣ ಹೆಚ್ಚುತ್ತಿರುವ ಹಿನ್ನೆಲೆಯಲ್ಲಿ ತಾಲ್ಲೂಕು ಆಡಳಿತ ಅಗತ್ಯ ಮುಂಜಾಗ್ರತಾ ಕ್ರಮಗಳನ್ನು ತೆಗೆದುಕೊಂಡಿದೆ. ಅಧಿಕಾರಿಗಳು ಕೇಂದ್ರ ಸ್ಥಾನದಲ್ಲಿ ಇದ್ದು ಕರ್ತವ್ಯ ನಿರ್ವಹಿಸಬೇಕು. ತುರ್ತು ಸಂದರ್ಭದಲ್ಲಿ ಸಾರ್ವಜನಿಕರು ಸಹಾಯವಾಣಿ 08183-226074 ಗೆ ಮಾಹಿತಿ ನೀಡಬಹುದು ಎಂದರು. ಕಟ್ಟಡಗಳ ಬಗ್ಗೆ ಪರಿಶೀಲನೆ ನಡೆಸಬೇಕು ಎಂದು ತಿಳಿಸಿದರು. ಸಭೆಯಲ್ಲಿ ಪೌರಾಯುಕ್ತ, ತಾಲ್ಲೂಕು ಪಂಚಾಯತ್ ಕಾರ್ಯನಿರ್ವಾಹಕ ಅಧಿಕಾರಿ, ಕ್ಷೇತ್ರ ಶಿಕ್ಷಣಾಧಿಕಾರಿ ಸೇರಿದಂತೆ ವಿವಿಧ ಇಲಾಖೆಗಳ ಅಧಿಕಾರಿಗಳು ಹಾಜರಿದ್ದರು. [660,1061,850,1282]
price-list-left [38,218,162,278]
visl-revival-title: ವಿಐಎಸ್‌ಎಲ್ ಪುನಶ್ಚೇತನಕ್ಕೆ ಕುಮಾರಸ್ವಾಮಿ ಕಾಳಜಿ ಕಾರಣ [690,1608,1097,1633]
rain-title: ತಾಲೂಕಿನಲ್ಲಿ 234 ಮಿ.ಮೀ. ಮಳೆ: ತಹಶೀಲ್ದಾರ್ ಚಂದ್ರಶೇಖರ ನಾಯ್ಕ್ [660,1022,1151,1046]
blood-camp-photo [1010,444,1300,592]
sidebar-divider [274,90,275,1590]
weather-cloud-icon [620,6,684,66]
registration-mark [1192,2040,1204,2052]
diploma-text: ಸಾಗರ: ಇಲ್ಲಿನ ಸಂಜಯ ಮೆಮೋರಿಯಲ್ ಪಾಲಿಟೆಕ್ನಿಕ್‌ನಲ್ಲಿ ಪ್ರಥಮ ವರ್ಷದ ಡಿಪ್ಲೊಮಾ ಪ್ರವೇಶಾತಿ ಗಾಗಿ ಎಸ್.ಎಸ್.ಎಲ್.ಸಿ. ಪರೀಕ್ಷೆಯಲ್ಲಿ ಉತ್ತೀರ್ಣರಾದ ಶೇ. 35ರಷ್ಟು ಅಂಕಗಳನ್ನು ಪಡೆದಿರುವ ಅರ್ಹ ವಿದ್ಯಾರ್ಥಿಗಳಿಂದ ಅರ್ಜಿ ಆಹ್ವಾನಿಸಲಾಗಿದೆ. ಸಿವಿಲ್ ಇಂಜಿನಿಯರಿಂಗ್, ಮೆಕ್ಯಾನಿಕಲ್ ಇಂಜಿನಿಯರಿಂಗ್, ಎಲೆಕ್ಟ್ರಾನಿಕ್ ಅಂಡ್ ಕಮ್ಯುನಿಕೇಷನ್ ಇಂಜಿನಿಯರಿಂಗ್, ಕಂಪ್ಯೂಟರ್ ಸೈನ್ಸ್ ಇಂಜಿನಿಯರಿಂಗ್, ಎಲೆಕ್ಟ್ರಿಕಲ್ ಮತ್ತು ಎಲೆಕ್ಟ್ರಾನಿಕ್ಸ್ ಇಂಜಿನಿಯರಿಂಗ್ ವಿಭಾಗದಲ್ಲಿ ಪ್ರವೇಶಾತಿ ಲಭ್ಯವಿದೆ. ಪ್ರಥಮ ವರ್ಷದ ಡಿಪ್ಲೊಮಾ ಪ್ರವೇಶ ಬಯಸುವ ವಿದ್ಯಾರ್ಥಿಗಳು ಸಂಸ್ಥೆಯ ಕಚೇರಿಯಿಂದ ಅರ್ಜಿ ಪಡೆದು ಭರ್ತಿ ಮಾಡಿ ಸಲ್ಲಿಸಬಹುದು. ಮೇ 27ರವರೆಗೆ ಅವಕಾಶವಿದೆ. ಹೆಚ್ಚಿನ ಮಾಹಿತಿಗಾಗಿ ಪ್ರಾಚಾರ್ಯರು, ಸಂಜಯ ಮೆಮೋರಿಯಲ್ ಪಾಲಿಟೆಕ್ನಿಕ್, ಸಾಗರ ದೂ: 9449661667, 8095509822 ಸಂಪರ್ಕಿಸಲು ಪ್ರಕಟಣೆಯಲ್ಲಿ ಕೋರಲಾಗಿದೆ. [36,677,266,856]
vasantha-text: ಶಿವಮೊಗ್ಗ: ಕುವೆಂಪು ವಿಶ್ವವಿದ್ಯಾಲಯದ ಸ್ನಾತಕೋತ್ತರ ವೈಜ್ಞಾನಿಕ ಶಿಕ್ಷಣ ಅಧ್ಯಯನ ಮತ್ತು ಸಂಶೋಧನಾ ವಿಭಾಗದ ಡಾ. ಗಣಪತಿ ಪ್ರಭು ಅವರ ಮಾರ್ಗದರ್ಶನದಲ್ಲಿ ಪಿ. ವಸಂತನಾಯ್ಕ ಅವರು ಮಂಡಿಸಿದ ಪ್ರಬಂಧಕ್ಕೆ ಕುವೆಂಪು ವಿಶ್ವವಿದ್ಯಾಲಯ ಪಿಎಚ್.ಡಿ ಪದವಿ ನೀಡಿದೆ. ಇವರು ದಾವಣಗೆರೆ ಜಿಲ್ಲೆ ಹಿರೇಕೆರೂರು ತಾಲೂಕಿನವರಾಗಿದ್ದು ಪ್ರಸ್ತುತ ಸರ್ಕಾರಿ ಪ್ರೌಢಶಾಲೆಯಲ್ಲಿ ಸೇವೆ ಸಲ್ಲಿಸುತ್ತಿದ್ದಾರೆ. [36,1317,266,1398]
diploma-title: ಡಿಪ್ಲೊಮಾ ಪ್ರವೇಶಕ್ಕೆ ಅರ್ಜಿ [36,644,207,668]
bottom-rule-blue [300,1590,540,1596]
suda-work-item: ▶▶ ಮಲವಗೊಪ್ಪದ ಶಿವಸೈನ್ ಉದ್ಯಾನವನಕ್ಕೆ 20 ಲಕ್ಷ ರೂ. ಮೊತ್ತದಲ್ಲಿ ಅಭಿವೃದ್ಧಿ ಕಾಮಗಾರಿ. ಪಾರ್ಕ್‌ನ ವಾಕಿಂಗ್ ಪಾತ್ ನಿರ್ಮಾಣದೊಂದಿಗೆ 10 ಹೊರಾಂಗಣ ವ್ಯಾಯಾಮ ಸಾಮಗ್ರಿ ಅಳವಡಿಕೆ. ಪಾರ್ಕ್‌ನಲ್ಲಿ ಹಾಲಿ ಇರುವ ವಾಲ್ಕಳಿಗೆ ಮತ್ತು ಗ್ರಿಲ್ ಫೆನ್ಸಿಂಗ್‌ಗೆ ಬಣ್ಣ ಲೇಪನ ಹಾಗೂ 75 ಮೀ. ಪಾರ್ಕ್ ನಿರ್ಮಾಣ ಹಾಗೂ 8 ಸಂಖ್ಯೆ ಸಾದರಣ ಕಲ್ಲಿನ ಬೆಂಚು ಅಳವಡಿಕೆ. [641,767,983,827]
top-story-col1: ಭದ್ರಾವತಿ: ದೇವಾಲಯಗಳು ಸಂಸ್ಕಾರದ ಸಾಂಸ್ಕೃತಿಕ ಕೇಂದ್ರಗಳು. ದೇವಾಲಯಕ್ಕೆ ಕಳಸ ನೋಡುವ ಉದ್ದೇಶ ಶಕ್ತಿ ಬದುಕನ್ನು ಕಟ್ಟಿಕೊಳ್ಳುವ ಪ್ರಾರ್ಥನಾ ಕ್ರಿಯೆಯಾಗಿದೆ ಎಂದು ಚಿತ್ರದುರ್ಗ ಭೋವಿ ಗುರುಪೀಠದ ಜಗದ್ಗುರು ಶ್ರೀ ಇಮ್ಮಡಿ ಸಿದ್ಧರಾಮೇಶ್ವರ ಸ್ವಾಮೀಜಿ ಹೇಳಿದರು. ಶ್ರೀಗಳು ತಾಲೂಕಿನ ನಾಗತಿಬೆಳಗಲು ಗ್ರಾಮದಲ್ಲಿ ಶ್ರೀ ಅಂತರಘಟ್ಟಮ್ಮ ದೇವಿ ದೇವಾಲಯದ ನೂತನ ಗೋಪುರ ಕಳಸಾರೋಹಣ ಧಾರ್ಮಿಕ ಕಾರ್ಯಕ್ರಮದ ಸಾನ್ನಿಧ್ಯವಹಿಸಿ ಆಶೀರ್ವಚನ ನೀಡಿದರು. [290,167,465,290]
masthead-rule [30,84,1304,86]
page-number: 02 [1262,14,1304,49]
price-row: ಗೊರಬಲು-15,499-30,899 [38,265,138,275]
